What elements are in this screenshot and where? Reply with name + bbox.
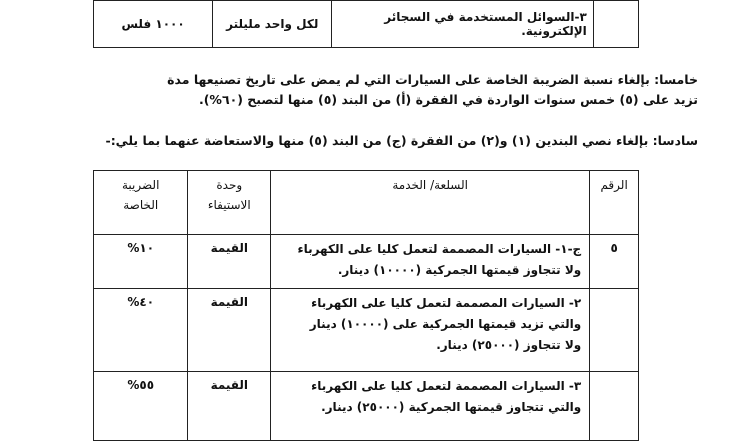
- table-row: [94, 289, 639, 372]
- cell-number: ٥: [590, 235, 639, 289]
- header-number: الرقم: [590, 171, 639, 235]
- item-line: ج-١- السيارات المصممة لتعمل كليا على الكهرباء: [297, 242, 582, 256]
- paragraph-line: خامسا: بإلغاء نسبة الضريبة الخاصة على السيارات التي لم يمض على تاريخ تصنيعها مدة: [167, 72, 698, 87]
- header-item: السلعة/ الخدمة: [271, 171, 590, 235]
- cell-unit: القيمة: [188, 372, 271, 441]
- item-line: ٣- السيارات المصممة لتعمل كليا على الكهرباء: [311, 379, 582, 393]
- item-line: ٢- السيارات المصممة لتعمل كليا على الكهرباء: [311, 296, 582, 310]
- paragraph-line: تزيد على (٥) خمس سنوات الواردة في الفقرة (أ) من البند (٥) منها لتصبح (٦٠%).: [198, 92, 698, 107]
- cell-tax: ٥٥%: [94, 372, 188, 441]
- item-line: ولا تتجاوز قيمتها الجمركية (١٠٠٠٠) دينار.: [337, 263, 582, 277]
- paragraph-sixth: [58, 131, 698, 151]
- paragraph-line: سادسا: بإلغاء نصي البندين (١) و(٢) من الفقرة (ج) من البند (٥) منها والاستعاضة عنهما بما يلي:-: [105, 133, 698, 148]
- cell-number: [590, 372, 639, 441]
- cell-number: [590, 289, 639, 372]
- previous-table-continuation: [93, 0, 639, 48]
- special-tax-table: [93, 170, 639, 441]
- item-line: والتي تزيد قيمتها الجمركية على (١٠٠٠٠) دينار: [309, 317, 582, 331]
- item-line: والتي تتجاوز قيمتها الجمركية (٢٥٠٠٠) دينار.: [321, 400, 582, 414]
- cell-unit: لكل واحد مليلتر: [213, 1, 332, 48]
- cell-tax: ٤٠%: [94, 289, 188, 372]
- cell-tax: ١٠%: [94, 235, 188, 289]
- item-line: ولا تتجاوز (٢٥٠٠٠) دينار.: [436, 338, 582, 352]
- cell-unit: القيمة: [188, 289, 271, 372]
- cell-item: [271, 235, 590, 289]
- cell-item: ٣-السوائل المستخدمة في السجائر الإلكترونية.: [332, 1, 593, 48]
- cell-item: [271, 372, 590, 441]
- table-header-row: [94, 171, 639, 235]
- header-unit: وحدة الاستيفاء: [188, 171, 271, 235]
- table-row: [94, 235, 639, 289]
- cell-tax: ١٠٠٠ فلس: [94, 1, 213, 48]
- table-row: [94, 1, 639, 48]
- paragraph-fifth: [58, 70, 698, 110]
- cell-number: [593, 1, 638, 48]
- header-tax: الضريبة الخاصة: [94, 171, 188, 235]
- cell-item: [271, 289, 590, 372]
- cell-unit: القيمة: [188, 235, 271, 289]
- table-row: [94, 372, 639, 441]
